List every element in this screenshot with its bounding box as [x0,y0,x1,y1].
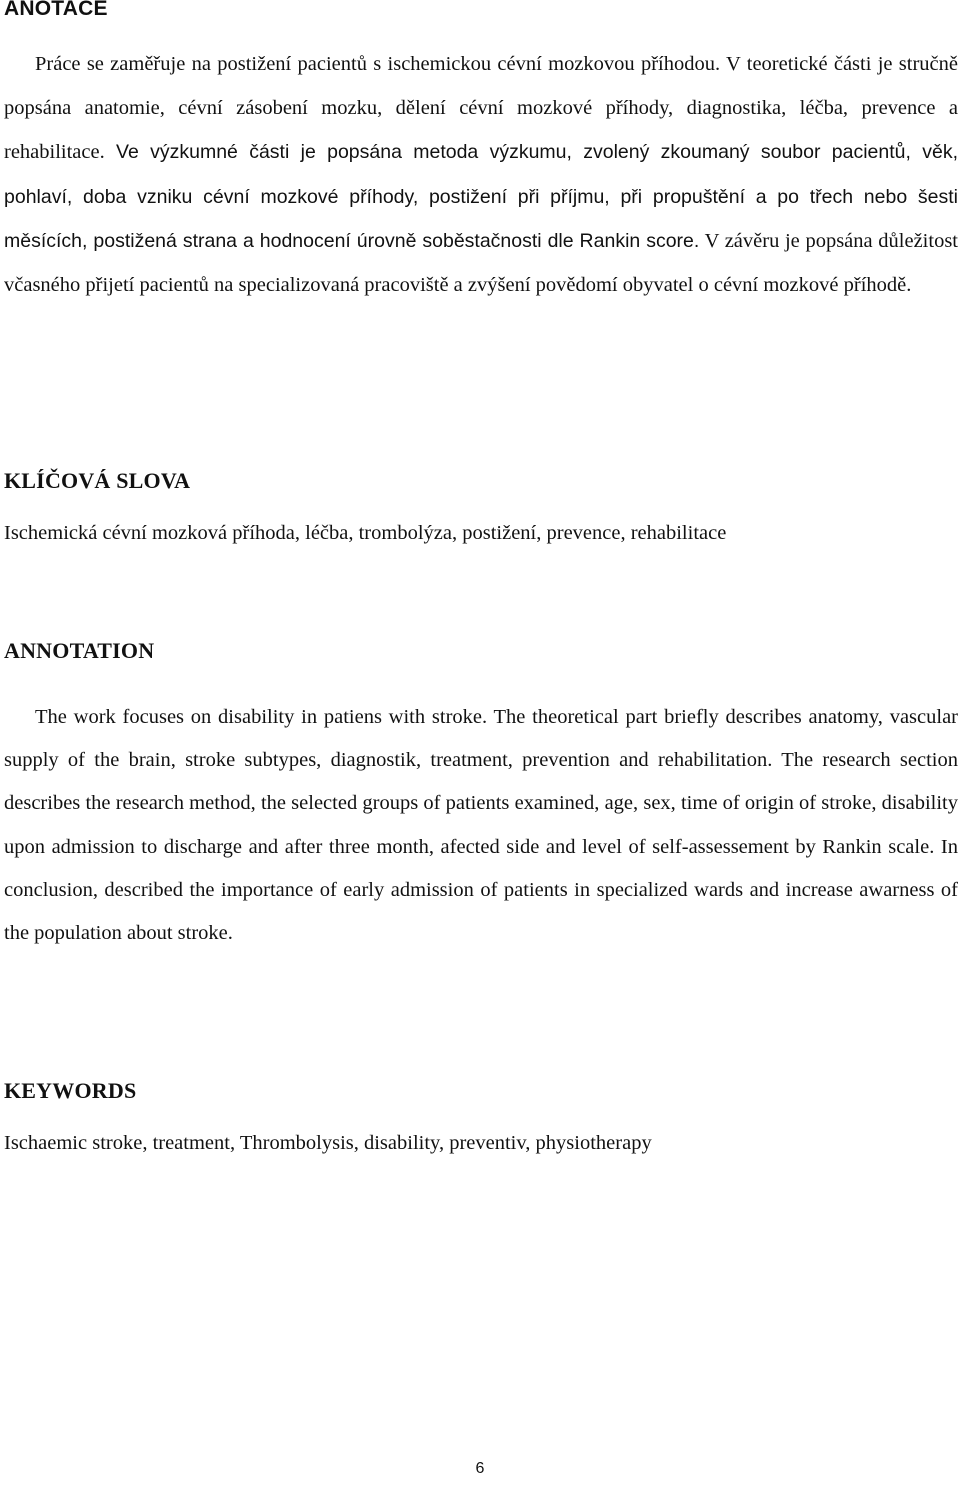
anotace-text-part1: Práce se zaměřuje na postižení pacientů s ischemickou cévní mozkovou příhodou. V teoretické části je stručně popsána anatomie, cévní zásobení mozku, dělení cévní mozkové příhody, diagnostika, léčba, prevence a rehabilitace. [4,53,958,164]
keywords-text: Ischaemic stroke, treatment, Thrombolysis, disability, preventiv, physiotherapy [4,1132,652,1154]
annotation-text: The work focuses on disability in patiens with stroke. The theoretical part briefly describes anatomy, vascular supply of the brain, stroke subtypes, diagnostik, treatment, prevention and rehabilitation. The research section describes the research method, the selected groups of patients examined, age, sex, time of origin of stroke, disability upon admission to discharge and after three month, afected side and level of self-assessement by Rankin scale. In conclusion, described the importance of early admission of patients in specialized wards and increase awarness of the population about stroke. [4,706,958,945]
keywords-heading: KEYWORDS [4,1078,137,1103]
klicova-slova-heading: KLÍČOVÁ SLOVA [4,468,191,493]
annotation-paragraph [4,696,958,955]
anotace-heading: ANOTACE [4,0,108,20]
annotation-heading: ANNOTATION [4,638,155,663]
page-number: 6 [475,1460,485,1477]
anotace-paragraph [4,42,958,307]
anotace-text-part2: Ve výzkumné části je popsána metoda výzkumu, zvolený zkoumaný soubor pacientů, věk, pohlaví, doba vzniku cévní mozkové příhody, postižení při příjmu, při propuštění a po třech nebo šesti měsících, postižená strana a hodnocení úrovně soběstačnosti dle Rankin score. [4,141,958,252]
klicova-slova-text: Ischemická cévní mozková příhoda, léčba, trombolýza, postižení, prevence, rehabilitace [4,522,727,544]
anotace-text-part3: V závěru je popsána důležitost včasného přijetí pacientů na specializovaná pracoviště a zvýšení povědomí obyvatel o cévní mozkové příhodě. [4,229,958,297]
